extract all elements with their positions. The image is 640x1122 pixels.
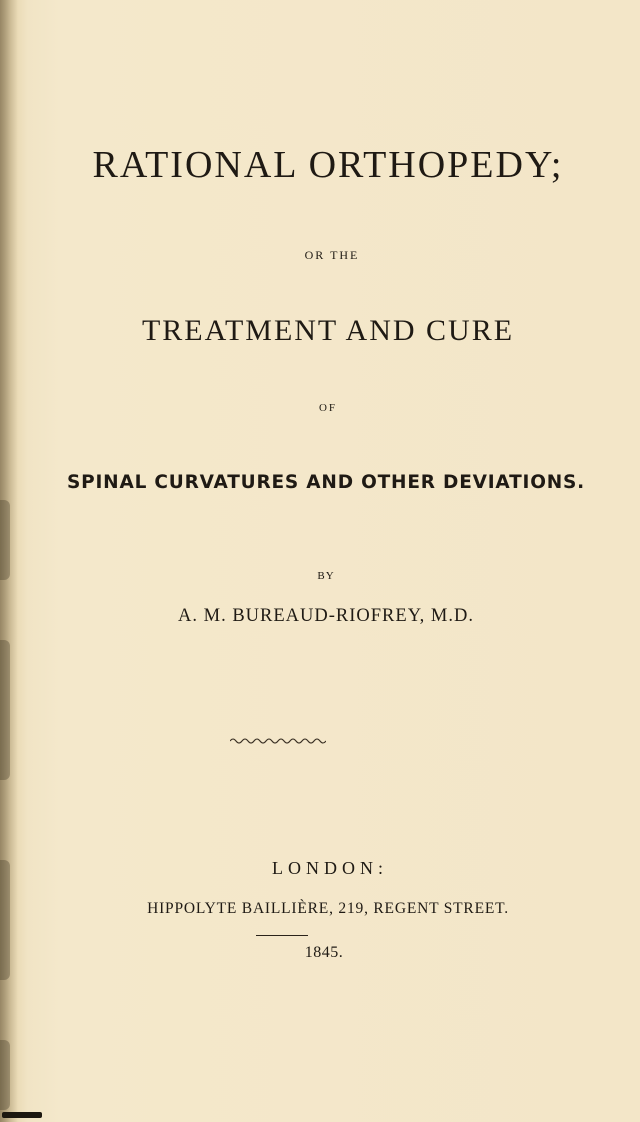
book-subtitle: TREATMENT AND CURE [141,314,515,347]
by-label: BY [317,570,335,582]
book-topic: SPINAL CURVATURES AND OTHER DEVIATIONS. [67,472,585,493]
corner-mark [2,1112,42,1118]
book-title: RATIONAL ORTHOPEDY; [92,144,564,186]
of-label: OF [318,402,338,414]
author-name: A. M. BUREAUD-RIOFREY, M.D. [178,606,474,626]
wavy-ornament [230,736,326,746]
binding-stain [0,1040,10,1110]
binding-stain [0,860,10,980]
publication-year: 1845. [304,944,344,961]
binding-stain [0,500,10,580]
binding-stain [0,640,10,780]
publisher-line: HIPPOLYTE BAILLIÈRE, 219, REGENT STREET. [147,900,509,917]
or-the-label: OR THE [304,248,360,262]
divider-rule [256,935,308,936]
publication-place: LONDON: [272,858,388,878]
